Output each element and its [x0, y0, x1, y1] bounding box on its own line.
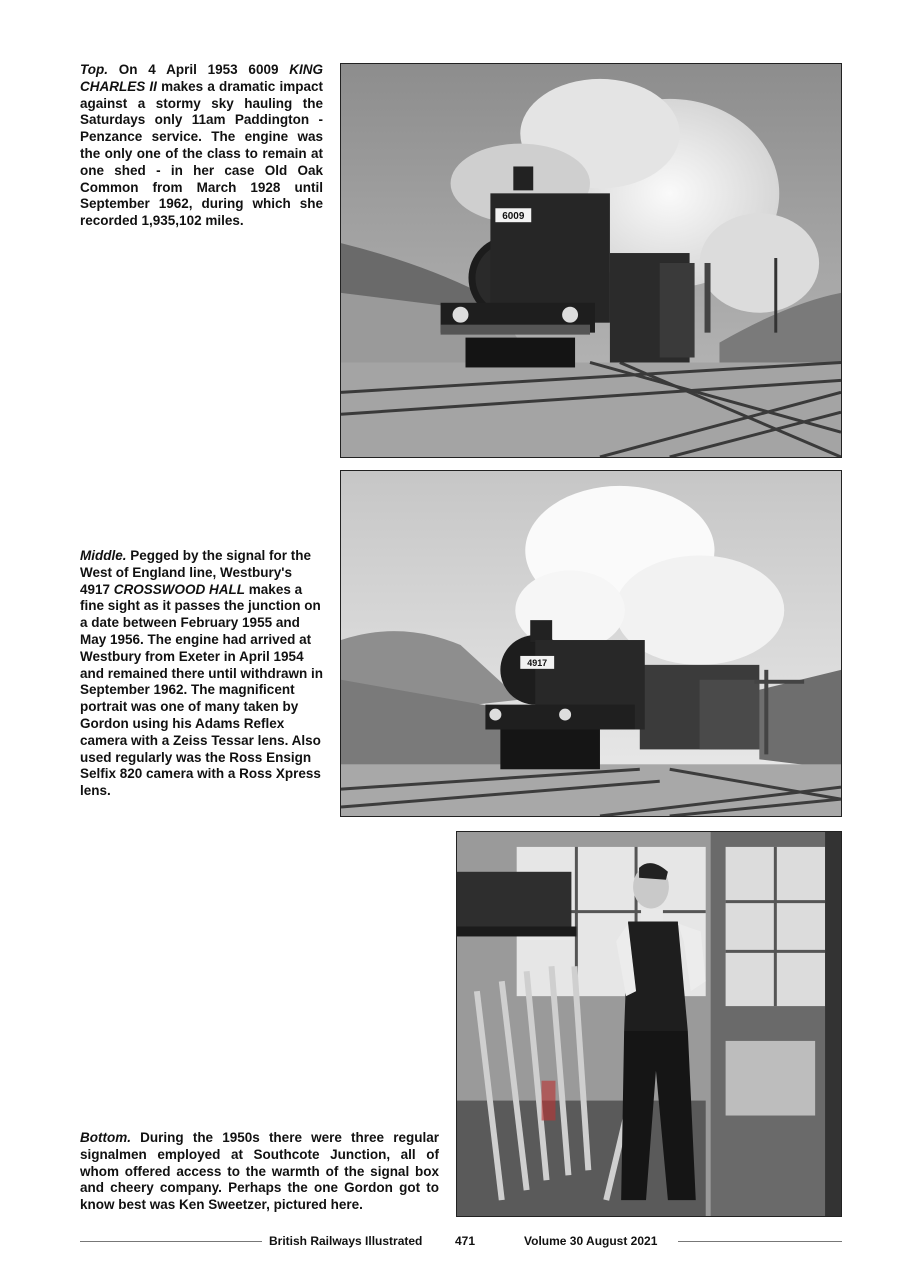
photo-middle-smokebox-number: 4917 — [527, 657, 548, 668]
caption-bottom — [80, 1130, 439, 1214]
caption-top-loco-name: KING CHARLES II — [80, 62, 323, 94]
caption-top-lead: Top. — [80, 62, 108, 77]
caption-top-text-1: On 4 April 1953 6009 — [108, 62, 290, 77]
photo-bottom-image — [457, 832, 841, 1216]
footer-rule-left — [80, 1241, 262, 1242]
page-footer — [80, 1233, 842, 1249]
caption-middle-text-2: makes a fine sight as it passes the junction on a date between February 1955 and May 1956. The engine had arrived at Westbury from Exeter in April 1954 and remained there until withdrawn in September 1962. The magnificent portrait was one of many taken by Gordon using his Adams Reflex camera with a Zeiss Tessar lens. Also used regularly was the Ross Ensign Selfix 820 camera with a Ross Xpress lens. — [80, 581, 324, 799]
caption-top-text-2: makes a dramatic impact against a stormy sky hauling the Saturdays only 11am Paddington - Penzance service. The engine was the only one of the class to remain at one shed - in her case Old Oak Common from March 1928 until September 1962, during which she recorded 1,935,102 miles. — [80, 78, 323, 229]
footer-magazine-title: British Railways Illustrated — [269, 1234, 423, 1248]
caption-middle — [80, 548, 324, 800]
caption-middle-text-1: Pegged by the signal for the West of England line, Westbury's 4917 — [80, 548, 312, 597]
caption-middle-loco-name: CROSSWOOD HALL — [113, 581, 246, 597]
caption-middle-lead: Middle. — [80, 548, 127, 563]
photo-bottom-signalman — [456, 831, 842, 1217]
footer-rule-right — [678, 1241, 842, 1242]
footer-page-number: 471 — [455, 1234, 476, 1248]
caption-top — [80, 62, 323, 230]
photo-middle-crosswood-hall — [340, 470, 842, 817]
footer-issue: Volume 30 August 2021 — [524, 1234, 658, 1248]
photo-top-smokebox-number: 6009 — [502, 211, 525, 223]
photo-top-king-charles — [340, 63, 842, 458]
photo-top-image — [341, 64, 841, 457]
caption-bottom-text: During the 1950s there were three regular signalmen employed at Southcote Junction, all of whom offered access to the warmth of the signal box and cheery company. Perhaps the one Gordon got to know best was Ken Sweetzer, pictured here. — [80, 1130, 439, 1213]
photo-middle-image — [341, 471, 841, 816]
caption-bottom-lead: Bottom. — [80, 1130, 131, 1145]
